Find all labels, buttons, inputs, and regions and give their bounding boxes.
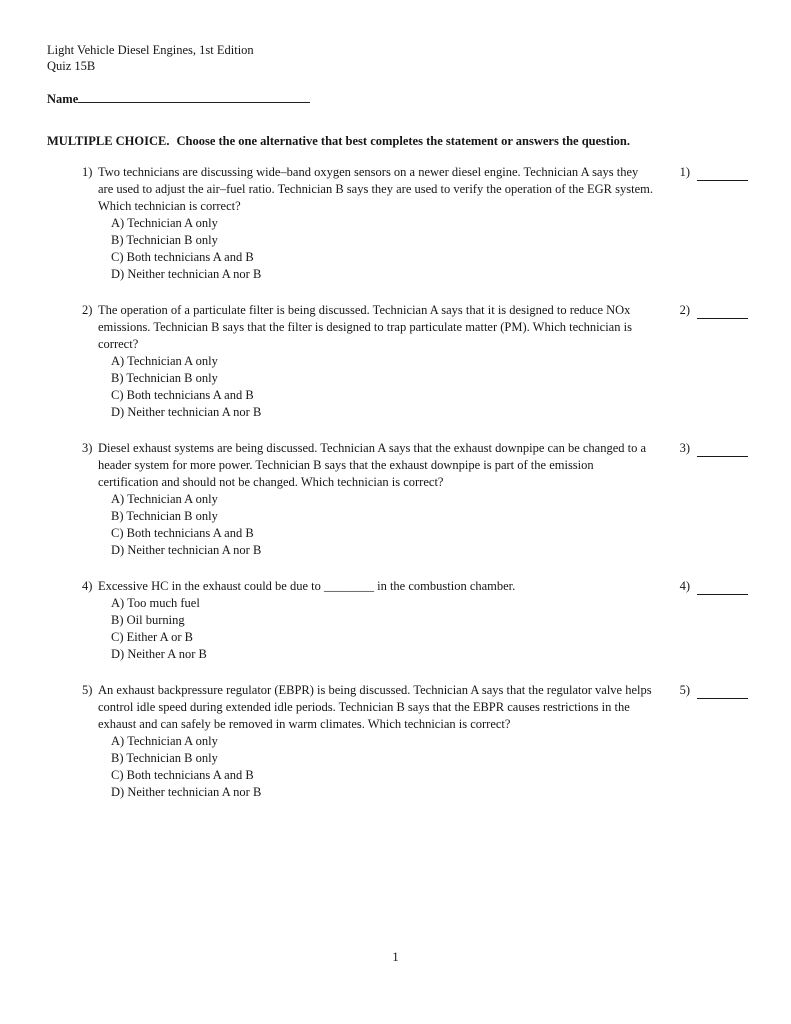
choice-d: D) Neither technician A nor B	[111, 267, 262, 281]
choice-a: A) Technician A only	[111, 354, 218, 368]
choice-c: C) Both technicians A and B	[111, 250, 254, 264]
question-list	[47, 164, 748, 801]
question-number: 1)	[82, 165, 93, 179]
choice-list	[111, 353, 656, 421]
question-main	[47, 682, 660, 801]
question-body	[98, 440, 656, 559]
question-4	[47, 578, 748, 663]
section-instruction: Choose the one alternative that best completes the statement or answers the question.	[176, 134, 631, 148]
question-body	[98, 578, 515, 663]
answer-area	[660, 682, 748, 801]
question-main	[47, 440, 660, 559]
answer-area	[660, 440, 748, 559]
question-body	[98, 682, 656, 801]
question-body	[98, 164, 656, 283]
question-main	[47, 302, 660, 421]
choice-a: A) Technician A only	[111, 734, 218, 748]
answer-blank[interactable]	[697, 305, 748, 319]
name-blank-line[interactable]	[78, 90, 310, 103]
choice-list	[111, 733, 656, 801]
question-3	[47, 440, 748, 559]
choice-c: C) Both technicians A and B	[111, 388, 254, 402]
question-number: 3)	[82, 441, 93, 455]
choice-b: B) Technician B only	[111, 371, 218, 385]
choice-list	[111, 491, 656, 559]
choice-a: A) Technician A only	[111, 216, 218, 230]
answer-area	[660, 302, 748, 421]
choice-a: A) Too much fuel	[111, 596, 200, 610]
answer-number: 1)	[679, 165, 690, 179]
document-header	[47, 42, 748, 74]
name-row	[47, 90, 748, 107]
question-5	[47, 682, 748, 801]
question-number: 2)	[82, 303, 93, 317]
choice-list	[111, 215, 656, 283]
answer-number: 2)	[679, 303, 690, 317]
name-label: Name	[47, 92, 79, 106]
page-number: 1	[392, 950, 399, 964]
question-number: 4)	[82, 579, 93, 593]
answer-number: 4)	[679, 579, 690, 593]
section-heading-row	[47, 133, 748, 150]
choice-b: B) Oil burning	[111, 613, 185, 627]
answer-area	[660, 164, 748, 283]
course-title: Light Vehicle Diesel Engines, 1st Edition	[47, 43, 254, 57]
answer-number: 3)	[679, 441, 690, 455]
question-main	[47, 164, 660, 283]
choice-c: C) Both technicians A and B	[111, 526, 254, 540]
choice-d: D) Neither technician A nor B	[111, 543, 262, 557]
question-text: Diesel exhaust systems are being discussed. Technician A says that the exhaust downpipe can be changed to a header system for more power. Technician B says that the exhaust downpipe is part of the emission certification and should not be changed. Which technician is correct?	[98, 441, 647, 489]
section-heading: MULTIPLE CHOICE.	[47, 134, 170, 148]
choice-b: B) Technician B only	[111, 751, 218, 765]
choice-d: D) Neither technician A nor B	[111, 405, 262, 419]
answer-number: 5)	[679, 683, 690, 697]
answer-blank[interactable]	[697, 685, 748, 699]
choice-list	[111, 595, 515, 663]
answer-blank[interactable]	[697, 443, 748, 457]
answer-blank[interactable]	[697, 581, 748, 595]
choice-b: B) Technician B only	[111, 233, 218, 247]
question-text: Excessive HC in the exhaust could be due to ________ in the combustion chamber.	[98, 579, 516, 593]
choice-c: C) Both technicians A and B	[111, 768, 254, 782]
question-main	[47, 578, 660, 663]
quiz-number: Quiz 15B	[47, 59, 96, 73]
question-1	[47, 164, 748, 283]
choice-a: A) Technician A only	[111, 492, 218, 506]
question-text: Two technicians are discussing wide–band oxygen sensors on a newer diesel engine. Technician A says they are used to adjust the air–fuel ratio. Technician B says they are used to verify the operation of the EGR system. Which technician is correct?	[98, 165, 653, 213]
choice-b: B) Technician B only	[111, 509, 218, 523]
answer-blank[interactable]	[697, 167, 748, 181]
answer-area	[660, 578, 748, 663]
question-body	[98, 302, 656, 421]
question-text: An exhaust backpressure regulator (EBPR) is being discussed. Technician A says that the regulator valve helps control idle speed during extended idle periods. Technician B says that the EBPR causes restrictions in the exhaust and can safely be removed in warm climates. Which technician is correct?	[98, 683, 652, 731]
page-footer	[0, 949, 791, 966]
choice-d: D) Neither A nor B	[111, 647, 207, 661]
choice-c: C) Either A or B	[111, 630, 193, 644]
question-number: 5)	[82, 683, 93, 697]
question-text: The operation of a particulate filter is being discussed. Technician A says that it is designed to reduce NOx emissions. Technician B says that the filter is designed to trap particulate matter (PM). Which technician is correct?	[98, 303, 632, 351]
choice-d: D) Neither technician A nor B	[111, 785, 262, 799]
question-2	[47, 302, 748, 421]
